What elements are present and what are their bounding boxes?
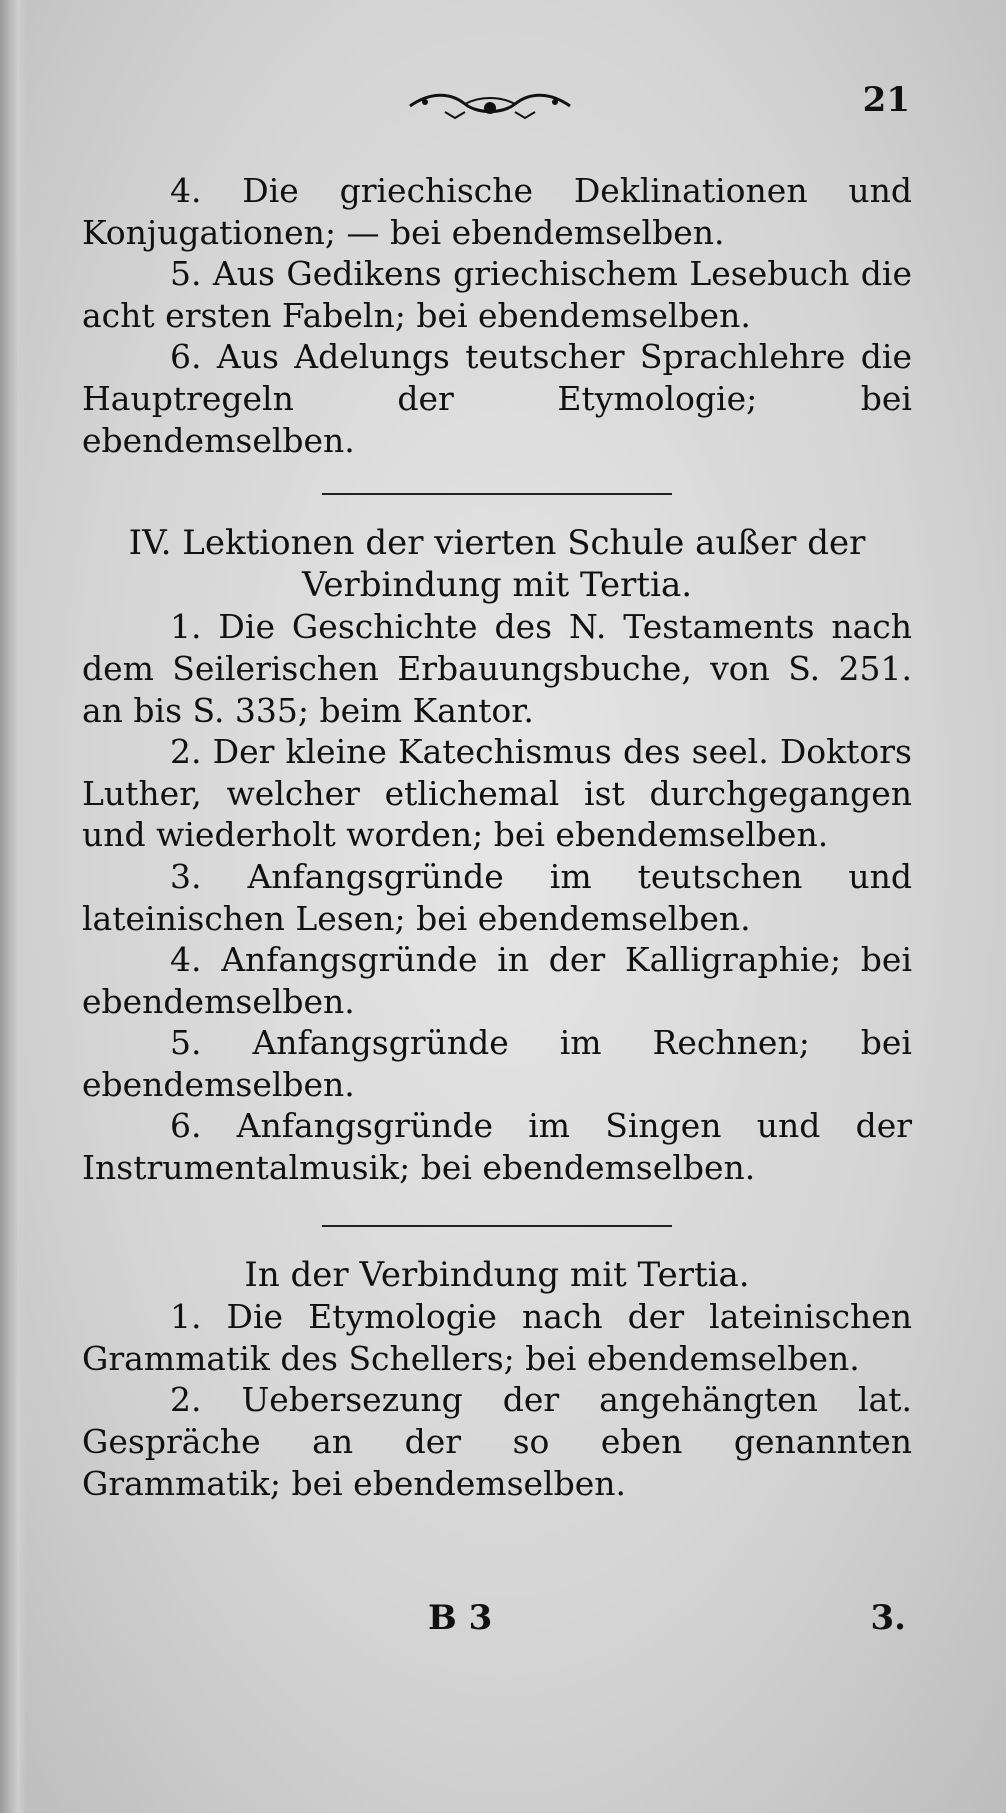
list-item: 6. Aus Adelungs teutscher Sprachlehre die Hauptregeln der Etymologie; bei ebendemselben. [82, 337, 912, 460]
section-divider [322, 1225, 672, 1227]
list-item: 1. Die Geschichte des N. Testaments nach dem Seilerischen Erbauungsbuche, von S. 251. an bis S. 335; beim Kantor. [82, 607, 912, 730]
page-number: 21 [862, 80, 910, 120]
section-heading: IV. Lektionen der vierten Schule außer der [128, 523, 866, 564]
section-heading-continued: Verbindung mit Tertia. [301, 564, 693, 605]
page-body [82, 170, 912, 1504]
list-item: 1. Die Etymologie nach der lateinischen Grammatik des Schellers; bei ebendemselben. [82, 1297, 912, 1378]
list-item: 2. Der kleine Katechismus des seel. Doktors Luther, welcher etlichemal ist durchgegangen und wiederholt worden; bei ebendemselben. [82, 732, 912, 855]
list-item: 5. Anfangsgründe im Rechnen; bei ebendemselben. [82, 1023, 912, 1104]
list-item: 2. Uebersezung der angehängten lat. Gespräche an der so eben genannten Grammatik; bei ebendemselben. [82, 1380, 912, 1503]
page-gutter-shadow [0, 0, 26, 1813]
printer-ornament-icon [405, 86, 575, 126]
page-footer [0, 1598, 1006, 1658]
signature-mark: B 3 [428, 1598, 493, 1638]
catchword: 3. [870, 1598, 906, 1638]
list-item: 5. Aus Gedikens griechischem Lesebuch die acht ersten Fabeln; bei ebendemselben. [82, 254, 912, 335]
list-item: 4. Anfangsgründe in der Kalligraphie; bei ebendemselben. [82, 940, 912, 1021]
list-item: 3. Anfangsgründe im teutschen und lateinischen Lesen; bei ebendemselben. [82, 856, 912, 938]
list-item: 6. Anfangsgründe im Singen und der Instrumentalmusik; bei ebendemselben. [82, 1106, 912, 1188]
list-item: 4. Die griechische Deklinationen und Konjugationen; — bei ebendemselben. [82, 171, 912, 252]
page-header [0, 78, 1006, 138]
section-heading: In der Verbindung mit Tertia. [244, 1254, 750, 1295]
section-divider [322, 493, 672, 495]
